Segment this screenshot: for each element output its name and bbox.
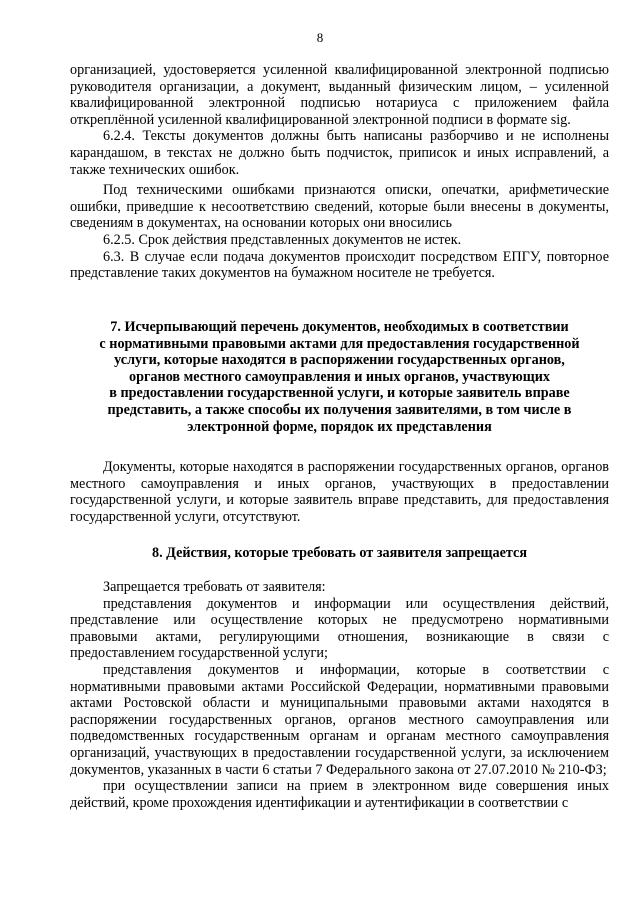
heading-line: представить, а также способы их получения заявителями, в том числе в xyxy=(107,401,572,418)
heading-line: с нормативными правовыми актами для предоставления государственной xyxy=(99,335,580,352)
paragraph-prohibited-item: при осуществлении записи на прием в электронном виде совершения иных действий, кроме прохождения идентификации и аутентификации в соответствии с xyxy=(70,778,609,811)
section7-heading xyxy=(70,319,609,435)
paragraph-prohibited-intro: Запрещается требовать от заявителя: xyxy=(103,579,326,595)
heading-line: услуги, которые находятся в распоряжении государственных органов, xyxy=(114,352,565,369)
paragraph-6-2-4: 6.2.4. Тексты документов должны быть написаны разборчиво и не исполнены карандашом, в текстах не должно быть подчисток, приписок и иных исправлений, а также технических ошибок. xyxy=(70,128,609,178)
section7-body xyxy=(70,459,609,525)
paragraph-6-3: 6.3. В случае если подача документов происходит посредством ЕПГУ, повторное представление таких документов на бумажном носителе не требуется. xyxy=(70,248,609,282)
paragraph-technical-errors: Под техническими ошибками признаются описки, опечатки, арифметические ошибки, приведшие к несоответствию сведений, которые были внесены в документы, сведениям в документах, на основании которых они вносились xyxy=(70,182,609,232)
section6-continuation xyxy=(70,62,609,282)
paragraph-section7: Документы, которые находятся в распоряжении государственных органов, органов местного самоуправления и иных органов, участвующих в предоставлении государственной услуги, и которые заявитель вправе представить, для предоставления государственной услуги, отсутствуют. xyxy=(70,459,609,525)
section8-body xyxy=(70,579,609,811)
paragraph-6-2-5: 6.2.5. Срок действия представленных документов не истек. xyxy=(103,231,462,248)
paragraph-prohibited-item: представления документов и информации, которые в соответствии с нормативными правовыми актами Российской Федерации, нормативными правовыми актами Ростовской области и муниципальными правовыми актами находятся в распоряжении государственных органов, органов местного самоуправления или подведомственных государственным органам и органам местного самоуправления организаций, участвующих в предоставлении государственной услуги, за исключением документов, указанных в части 6 статьи 7 Федерального закона от 27.07.2010 № 210-ФЗ; xyxy=(70,661,609,778)
heading-line: 8. Действия, которые требовать от заявителя запрещается xyxy=(151,545,528,561)
heading-line: в предоставлении государственной услуги, и которые заявитель вправе xyxy=(109,385,570,402)
paragraph-prohibited-item: представления документов и информации или осуществления действий, представление или осуществление которых не предусмотрено нормативными правовыми актами, регулирующими отношения, возникающие в связи с предоставлением государственной услуги; xyxy=(70,595,609,662)
paragraph-signature-requirements: организацией, удостоверяется усиленной квалифицированной электронной подписью руководителя организации, а документ, выданный физическим лицом, – усиленной квалифицированной электронной подписью нотариуса с приложением файла откреплённой усиленной квалифицированной электронной подписи в формате sig. xyxy=(70,62,609,128)
heading-line: органов местного самоуправления и иных органов, участвующих xyxy=(129,368,550,385)
heading-line: электронной форме, порядок их представления xyxy=(187,418,492,435)
heading-line: 7. Исчерпывающий перечень документов, необходимых в соответствии xyxy=(110,319,569,335)
page-number: 8 xyxy=(316,30,324,45)
section8-heading xyxy=(70,545,609,562)
